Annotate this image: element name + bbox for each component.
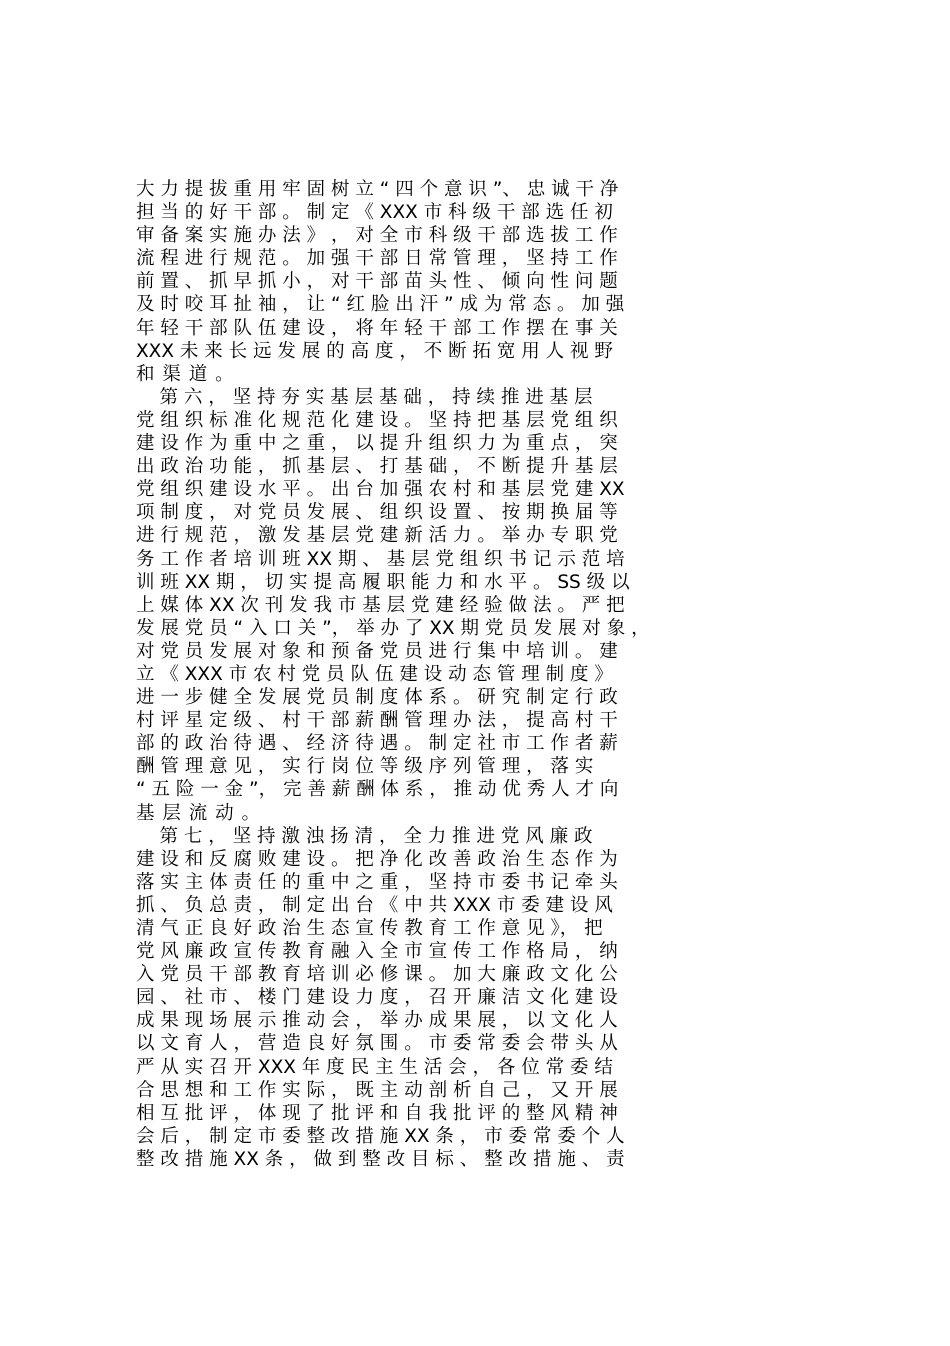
text-line: 大 力 提 拔 重 用 牢 固 树 立 “ 四 个 意 识 ”、 忠 诚 干 净: [136, 179, 619, 200]
text-line: 以 文 育 人 ， 营 造 良 好 氛 围 。 市 委 常 委 会 带 头 从: [136, 1033, 618, 1055]
text-line: 会 后 ， 制 定 市 委 整 改 措 施 XX 条 ， 市 委 常 委 个 人: [136, 1125, 625, 1147]
text-line: 部 的 政 治 待 遇 、 经 济 待 遇 。 制 定 社 市 工 作 者 薪: [136, 733, 618, 755]
text-line: 党 风 廉 政 宣 传 教 育 融 入 全 市 宣 传 工 作 格 局 ， 纳: [136, 941, 618, 963]
text-line: 出 政 治 功 能 ， 抓 基 层 、 打 基 础 ， 不 断 提 升 基 层: [136, 456, 618, 478]
text-line: 前 置 、 抓 早 抓 小 ， 对 干 部 苗 头 性 、 倾 向 性 问 题: [136, 271, 618, 293]
text-line: 合 思 想 和 工 作 实 际 ， 既 主 动 剖 析 自 己 ， 又 开 展: [136, 1079, 618, 1101]
text-line: 酬 管 理 意 见 ， 实 行 岗 位 等 级 序 列 管 理 ， 落 实: [136, 756, 594, 778]
text-line: 项 制 度 ， 对 党 员 发 展 、 组 织 设 置 、 按 期 换 届 等: [136, 502, 618, 524]
text-line: 审 备 案 实 施 办 法 》 ， 对 全 市 科 级 干 部 选 拔 工 作: [136, 225, 618, 247]
document-body: [136, 178, 816, 1171]
text-line: 村 评 星 定 级 、 村 干 部 薪 酬 管 理 办 法 ， 提 高 村 干: [136, 710, 618, 732]
text-line: 严 从 实 召 开 XXX 年 度 民 主 生 活 会 ， 各 位 常 委 结: [136, 1056, 613, 1078]
text-line: 训 班 XX 期 ， 切 实 提 高 履 职 能 力 和 水 平 。 SS 级 以: [136, 571, 630, 593]
text-line: 党 组 织 建 设 水 平 。 出 台 加 强 农 村 和 基 层 党 建 XX: [136, 479, 625, 501]
text-line: 流 程 进 行 规 范 。 加 强 干 部 日 常 管 理 ， 坚 持 工 作: [136, 248, 618, 270]
text-line: 年 轻 干 部 队 伍 建 设 ， 将 年 轻 干 部 工 作 摆 在 事 关: [136, 317, 618, 339]
text-line: 清 气 正 良 好 政 治 生 态 宣 传 教 育 工 作 意 见 》， 把: [136, 918, 603, 939]
text-line: 党 组 织 标 准 化 规 范 化 建 设 。 坚 持 把 基 层 党 组 织: [136, 409, 618, 431]
text-line: 园 、 社 市 、 楼 门 建 设 力 度 ， 召 开 廉 洁 文 化 建 设: [136, 987, 618, 1009]
text-line: 落 实 主 体 责 任 的 重 中 之 重 ， 坚 持 市 委 书 记 牵 头: [136, 871, 618, 893]
text-line: 及 时 咬 耳 扯 袖 ， 让 “ 红 脸 出 汗 ” 成 为 常 态 。 加 强: [136, 294, 625, 316]
text-line: “ 五 险 一 金 ”， 完 善 薪 酬 体 系 ， 推 动 优 秀 人 才 向: [136, 779, 619, 801]
paragraph-start-line: 第 七 ， 坚 持 激 浊 扬 清 ， 全 力 推 进 党 风 廉 政: [136, 825, 593, 847]
text-line: 务 工 作 者 培 训 班 XX 期 、 基 层 党 组 织 书 记 示 范 培: [136, 548, 625, 570]
text-line: 建 设 作 为 重 中 之 重 ， 以 提 升 组 织 力 为 重 点 ， 突: [136, 433, 618, 455]
text-line: 成 果 现 场 展 示 推 动 会 ， 举 办 成 果 展 ， 以 文 化 人: [136, 1010, 618, 1032]
text-line: 整 改 措 施 XX 条 ， 做 到 整 改 目 标 、 整 改 措 施 、 责: [136, 1148, 625, 1170]
text-line: 入 党 员 干 部 教 育 培 训 必 修 课 。 加 大 廉 政 文 化 公: [136, 964, 618, 986]
paragraph-start-line: 第 六 ， 坚 持 夯 实 基 层 基 础 ， 持 续 推 进 基 层: [136, 386, 593, 408]
text-line: 相 互 批 评 ， 体 现 了 批 评 和 自 我 批 评 的 整 风 精 神: [136, 1102, 618, 1124]
text-line: 进 一 步 健 全 发 展 党 员 制 度 体 系 。 研 究 制 定 行 政: [136, 687, 618, 709]
text-line: 和 渠 道 。: [136, 363, 235, 385]
text-line: 担 当 的 好 干 部 。 制 定 《 XXX 市 科 级 干 部 选 任 初: [136, 202, 613, 224]
text-line: 对 党 员 发 展 对 象 和 预 备 党 员 进 行 集 中 培 训 。 建: [136, 640, 618, 662]
text-line: 发 展 党 员 “ 入 口 关 ”， 举 办 了 XX 期 党 员 发 展 对 象 ，: [136, 617, 650, 639]
text-line: 上 媒 体 XX 次 刊 发 我 市 基 层 党 建 经 验 做 法 。 严 把: [136, 594, 625, 616]
text-line: 进 行 规 范 ， 激 发 基 层 党 建 新 活 力 。 举 办 专 职 党: [136, 525, 618, 547]
text-line: 建 设 和 反 腐 败 建 设 。 把 净 化 改 善 政 治 生 态 作 为: [136, 848, 618, 870]
text-line: XXX 未 来 长 远 发 展 的 高 度 ， 不 断 拓 宽 用 人 视 野: [136, 340, 613, 362]
text-line: 抓 、 负 总 责 ， 制 定 出 台 《 中 共 XXX 市 委 建 设 风: [136, 894, 613, 916]
text-line: 基 层 流 动 。: [136, 802, 262, 824]
text-line: 立 《 XXX 市 农 村 党 员 队 伍 建 设 动 态 管 理 制 度 》: [136, 663, 613, 685]
